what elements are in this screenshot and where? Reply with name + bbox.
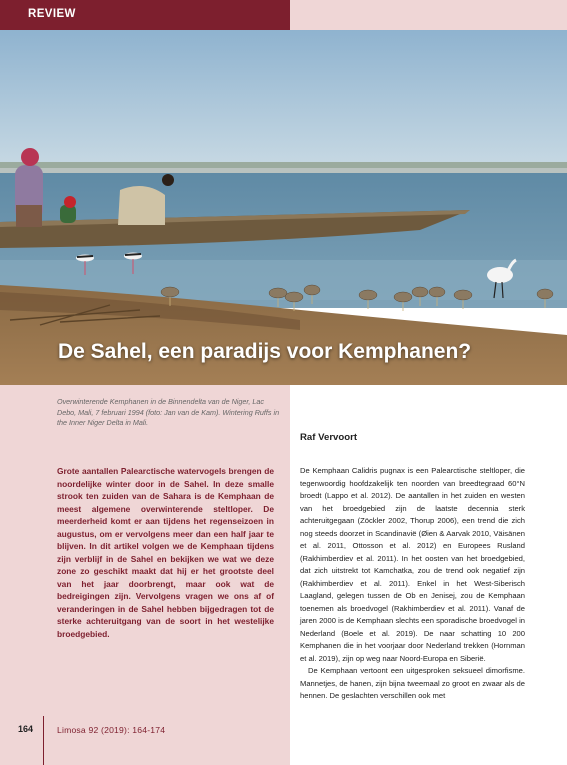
- intro-text: Grote aantallen Palearctische watervogels brengen de noordelijke winter door in de Sahel. In deze smalle strook ten zuiden van de Sahara is de Kemphaan de meest algemene overwinterende steltloper. De meerderheid komt er aan tijdens het regenseizoen in augustus, om er vervolgens meer dan een half jaar te blijven. In dit artikel volgen we de Kemphaan tijdens zijn verblijf in de Sahel en bekijken we wat we deze zone zo geschikt maakt dat hij er het grootste deel van het jaar doorbrengt, maar ook wat de bedreigingen zijn. Vervolgens vragen we ons af of veranderingen in de Sahel hebben bijgedragen tot de sterke achteruitgang van de soort in het westelijke broedgebied.: [57, 466, 274, 639]
- body-paragraph: De Kemphaan Calidris pugnax is een Palearctische steltloper, die tegenwoordig hoofdzakelijk ten noorden van breedtegraad 60°N broedt (Lappo et al. 2012). De aantallen in het zuiden en westen van het broedgebied zijn de laatste decennia sterk achteruitgegaan (Zöckler 2002, Thorup 2006), een trend die zich nog steeds doorzet in Scandinavië (Øien & Aarvak 2010, Väisänen et al. 2011, Ottosson et al. 2012) en Europees Rusland (Rakhimberdiev et al. 2011). In het oosten van het broedgebied, dat zich uitstrekt tot Kamchatka, zou de trend ook negatief zijn (Rakhimberdiev et al. 2011). Enkel in het West-Siberisch Laagland, gelegen tussen de Ob en Jenisej, zou de Kemphaan toenemen als broedvogel (Rakhimberdiev et al. 2011). Vanaf de jaren 2000 is de Kemphaan slechts een sporadische broedvogel in Nederland (Boele et al. 2019). De naar schatting 10 200 Kemphanen die in het voorjaar door Nederland trekken (Hornman et al. 2019), zijn op weg naar Noord-Europa en Siberië.: [300, 466, 525, 663]
- footer-divider: [43, 716, 44, 765]
- body-paragraph: De Kemphaan vertoont een uitgesproken seksueel dimorfisme. Mannetjes, de hanen, zijn bijna tweemaal zo groot en zwaar als de hennen. De geslachten verschillen ook met: [300, 666, 525, 700]
- header-band-right: [290, 0, 567, 30]
- section-label: REVIEW: [28, 8, 76, 20]
- journal-citation: Limosa 92 (2019): 164-174: [57, 725, 166, 735]
- article-title: De Sahel, een paradijs voor Kemphanen?: [58, 340, 472, 363]
- caption-dutch: Overwinterende Kemphanen in de Binnendelta van de Niger, Lac Debo, Mali, 7 februari 1994 (foto: Jan van de Kam).: [57, 397, 264, 417]
- cover-photo: [0, 30, 567, 385]
- page-number: 164: [18, 724, 34, 734]
- author-name: Raf Vervoort: [300, 432, 358, 443]
- caption-english: Wintering Ruffs in the Inner Niger Delta in Mali.: [57, 407, 280, 428]
- photo-caption: [57, 397, 282, 429]
- body-text: [300, 465, 525, 703]
